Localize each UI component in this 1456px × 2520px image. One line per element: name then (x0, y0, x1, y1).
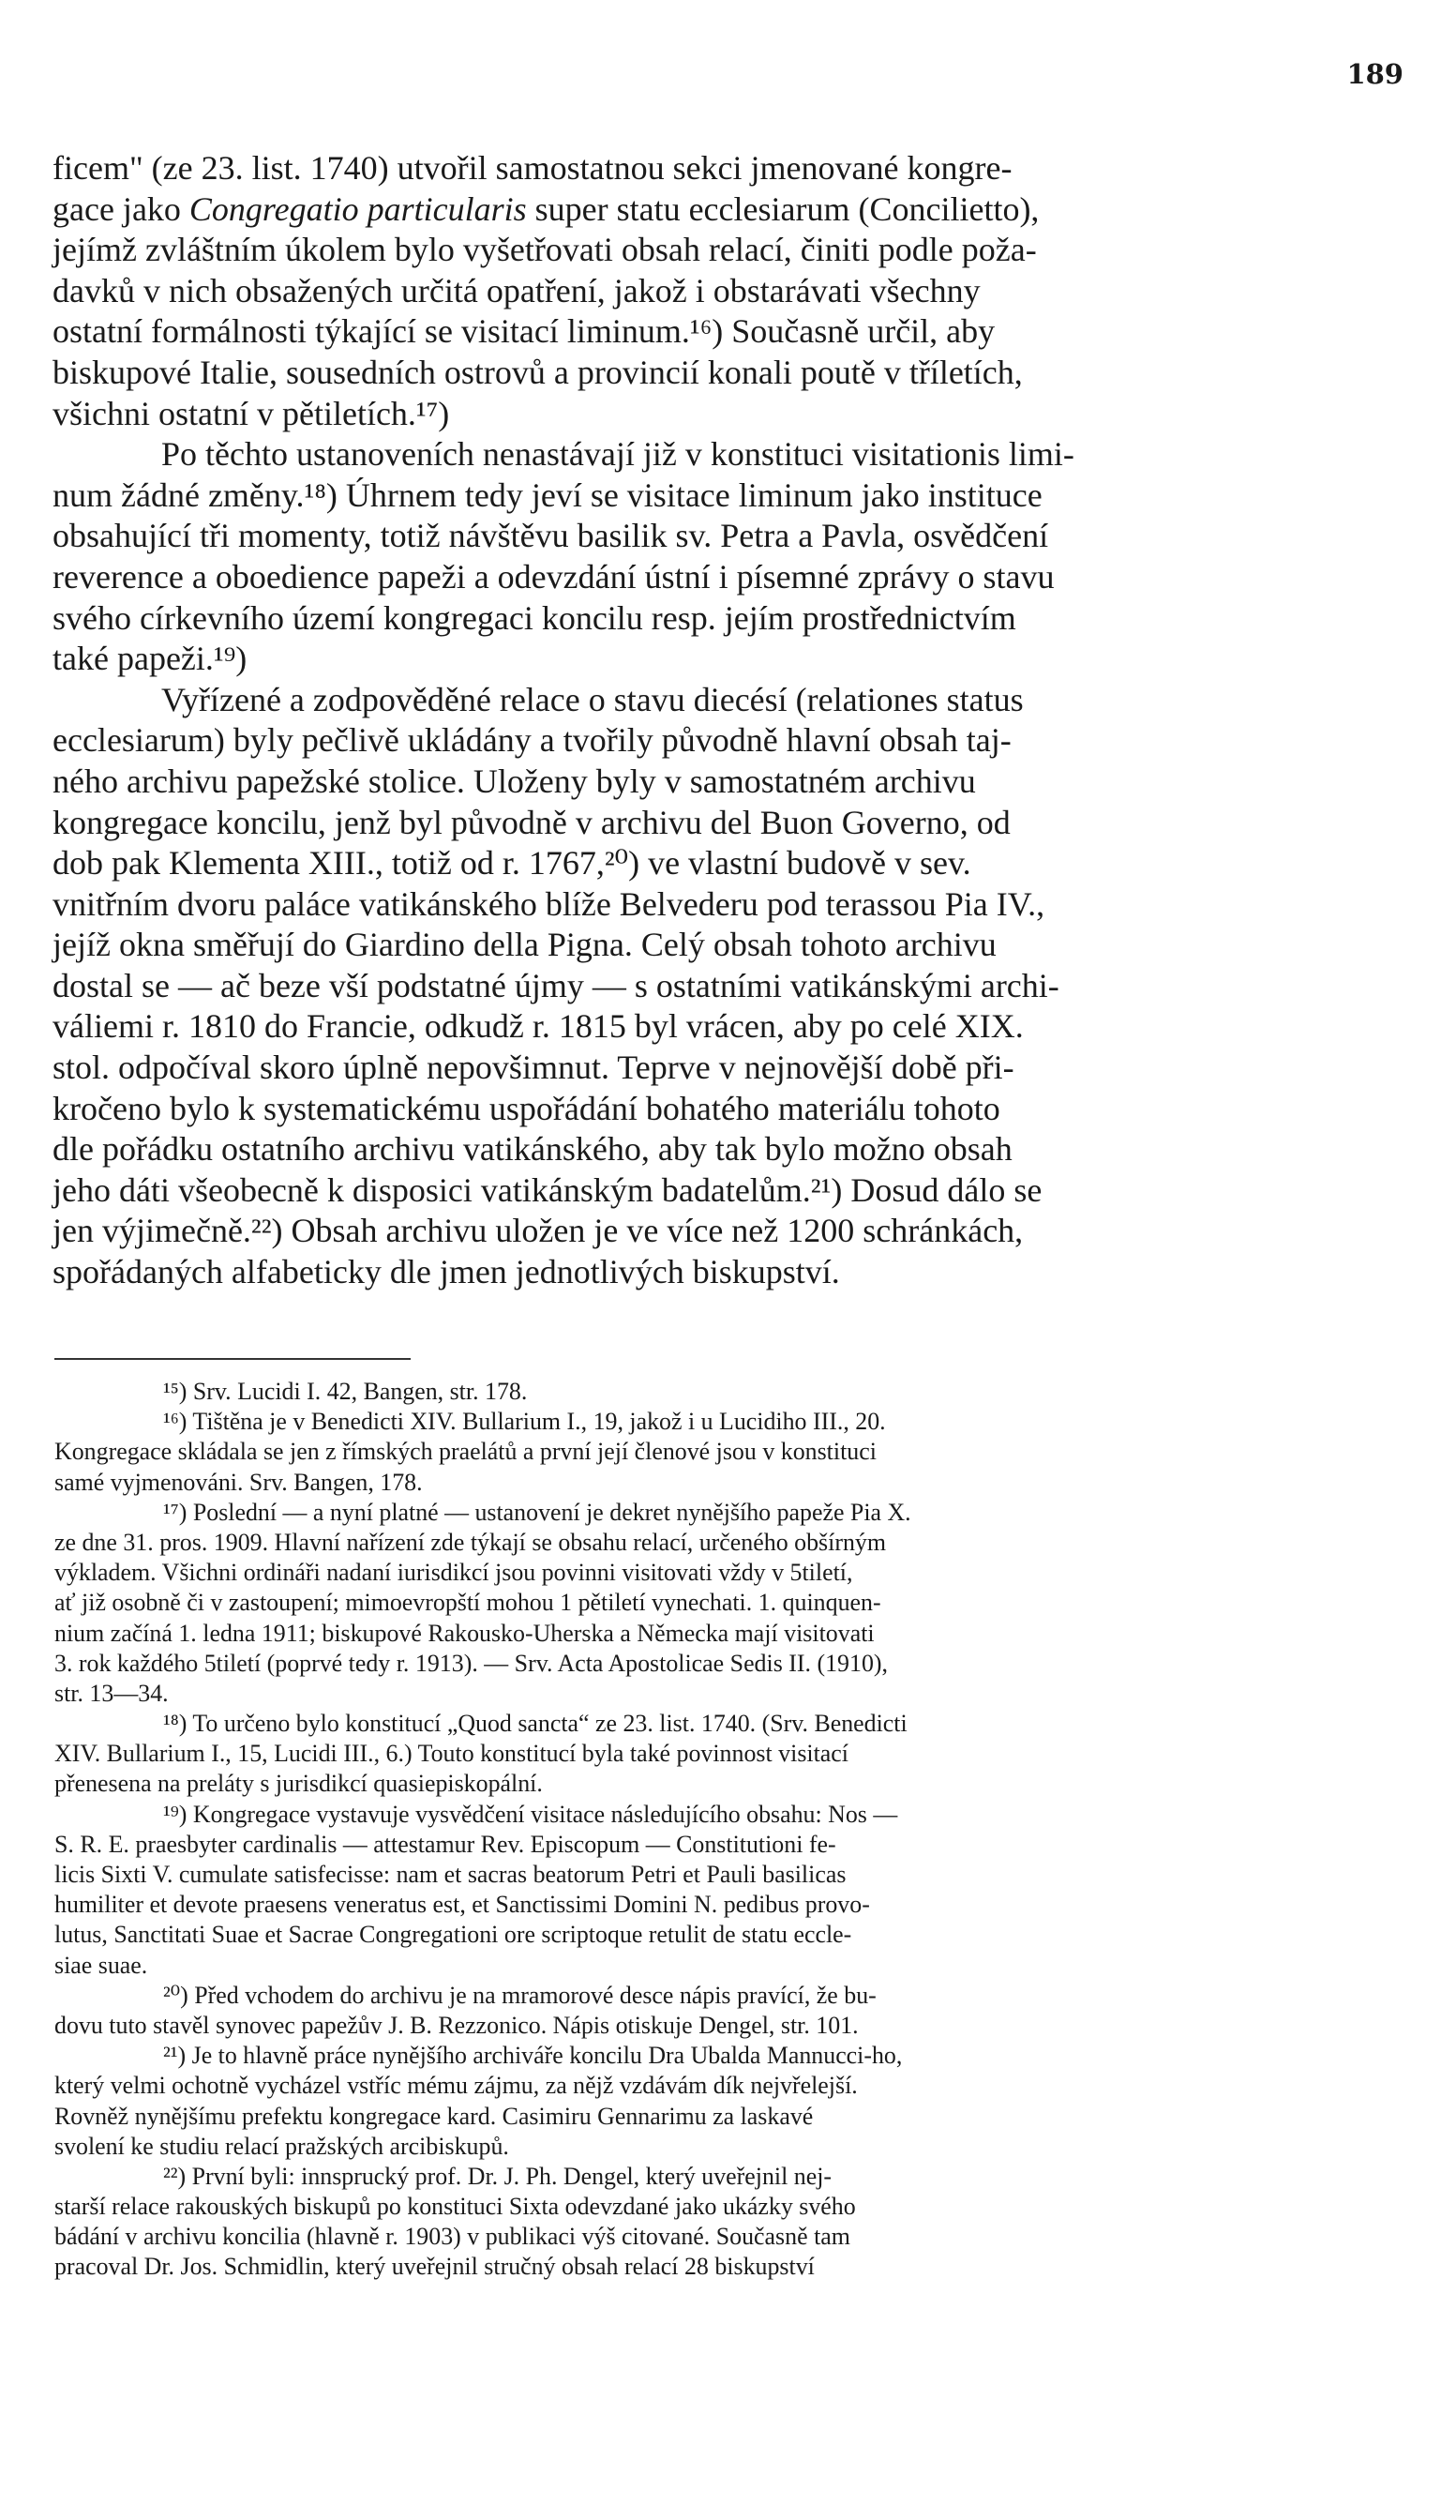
footnote-line: výkladem. Všichni ordináři nadaní iurisdikcí jsou povinni visitovati vždy v 5tiletí, (54, 1559, 853, 1587)
text-line: všichni ostatní v pětiletích.¹⁷) (53, 394, 450, 432)
text-line: Po těchto ustanoveních nenastávají již v konstituci visitationis limi- (161, 435, 1074, 474)
text-line: jejímž zvláštním úkolem bylo vyšetřovati obsah relací, činiti podle poža- (53, 231, 1037, 269)
footnote-line: ¹⁶) Tištěna je v Benedicti XIV. Bullarium I., 19, jakož i u Lucidiho III., 20. (163, 1408, 886, 1436)
footnote-line: ze dne 31. pros. 1909. Hlavní nařízení zde týkají se obsahu relací, určeného obšírným (54, 1528, 887, 1556)
footnote-line: dovu tuto stavěl synovec papežův J. B. Rezzonico. Nápis otiskuje Dengel, str. 101. (54, 2011, 859, 2039)
footnote-line: svolení ke studiu relací pražských arcibiskupů. (54, 2132, 509, 2160)
text-line: ecclesiarum) byly pečlivě ukládány a tvořily původně hlavní obsah taj- (53, 721, 1012, 760)
text-line: Vyřízené a zodpověděné relace o stavu diecésí (relationes status (161, 680, 1024, 718)
footnote-line: ¹⁷) Poslední — a nyní platné — ustanovení je dekret nynějšího papeže Pia X. (163, 1498, 911, 1526)
footnote-line: S. R. E. praesbyter cardinalis — attestamur Rev. Episcopum — Constitutioni fe- (54, 1830, 836, 1858)
footnote-line: pracoval Dr. Jos. Schmidlin, který uveřejnil stručný obsah relací 28 biskupství (54, 2253, 815, 2281)
footnote-line: humiliter et devote praesens veneratus est, et Sanctissimi Domini N. pedibus provo- (54, 1891, 870, 1919)
footnote-line: ¹⁵) Srv. Lucidi I. 42, Bangen, str. 178. (163, 1378, 528, 1405)
text-span: gace jako (53, 189, 189, 228)
footnote-line: siae suae. (54, 1951, 148, 1979)
text-line: spořádaných alfabeticky dle jmen jednotlivých biskupství. (53, 1253, 840, 1291)
footnote-divider (54, 1358, 411, 1360)
text-line (53, 189, 1412, 231)
footnote-line: ať již osobně či v zastoupení; mimoevropští mohou 1 pětiletí vynechati. 1. quinquen- (54, 1589, 881, 1617)
text-line: váliemi r. 1810 do Francie, odkudž r. 1815 byl vrácen, aby po celé XIX. (53, 1007, 1024, 1046)
text-line: ného archivu papežské stolice. Uloženy byly v samostatném archivu (53, 762, 976, 800)
footnote-line: který velmi ochotně vycházel vstříc mému zájmu, za nějž vzdávám dík nejvřelejší. (54, 2072, 858, 2100)
footnote-line: samé vyjmenováni. Srv. Bangen, 178. (54, 1468, 423, 1496)
text-line: jeho dáti všeobecně k disposici vatikánským badatelům.²¹) Dosud dálo se (53, 1170, 1043, 1209)
footnote-line: licis Sixti V. cumulate satisfecisse: nam et sacras beatorum Petri et Pauli basilicas (54, 1861, 847, 1888)
footnote-line: 3. rok každého 5tiletí (poprvé tedy r. 1913). — Srv. Acta Apostolicae Sedis II. (1910), (54, 1649, 889, 1677)
text-line: vnitřním dvoru paláce vatikánského blíže Belvederu pod terassou Pia IV., (53, 884, 1045, 923)
text-line: reverence a oboedience papeži a odevzdání ústní i písemné zprávy o stavu (53, 557, 1055, 596)
footnotes (54, 1377, 1414, 2283)
text-line: jejíž okna směřují do Giardino della Pigna. Celý obsah tohoto archivu (53, 926, 997, 964)
footnote-line: nium začíná 1. ledna 1911; biskupové Rakousko-Uherska a Německa mají visitovati (54, 1619, 875, 1647)
footnote-line: Kongregace skládala se jen z římských praelátů a první její členové jsou v konstituci (54, 1438, 877, 1466)
text-line: stol. odpočíval skoro úplně nepovšimnut. Teprve v nejnovější době při- (53, 1049, 1014, 1087)
text-line: ficem" (ze 23. list. 1740) utvořil samostatnou sekci jmenované kongre- (53, 149, 1013, 187)
text-line: num žádné změny.¹⁸) Úhrnem tedy jeví se visitace liminum jako instituce (53, 475, 1043, 514)
text-line: také papeži.¹⁹) (53, 640, 248, 678)
text-line: kongregace koncilu, jenž byl původně v archivu del Buon Governo, od (53, 803, 1011, 841)
footnote-line: ¹⁹) Kongregace vystavuje vysvědčení visitace následujícího obsahu: Nos — (163, 1800, 898, 1828)
text-line: obsahující tři momenty, totiž návštěvu basilik sv. Petra a Pavla, osvědčení (53, 517, 1049, 555)
text-line: dob pak Klementa XIII., totiž od r. 1767,²⁰) ve vlastní budově v sev. (53, 844, 971, 883)
text-line: biskupové Italie, sousedních ostrovů a provincií konali poutě v tříletích, (53, 353, 1023, 391)
footnote-line: str. 13—34. (54, 1679, 169, 1707)
text-line: jen výjimečně.²²) Obsah archivu uložen je ve více než 1200 schránkách, (53, 1212, 1024, 1250)
text-line: kročeno bylo k systematickému uspořádání bohatého materiálu tohoto (53, 1089, 1000, 1127)
footnote-line: bádání v archivu koncilia (hlavně r. 1903) v publikaci výš citované. Současně tam (54, 2223, 850, 2251)
footnote-line: lutus, Sanctitati Suae et Sacrae Congregationi ore scriptoque retulit de statu eccle- (54, 1921, 852, 1949)
footnote-line: ¹⁸) To určeno bylo konstitucí „Quod sancta“ ze 23. list. 1740. (Srv. Benedicti (163, 1710, 908, 1738)
footnote-line: Rovněž nynějšímu prefektu kongregace kard. Casimiru Gennarimu za laskavé (54, 2102, 814, 2130)
text-span: super statu ecclesiarum (Concilietto), (526, 189, 1040, 228)
footnote-line: XIV. Bullarium I., 15, Lucidi III., 6.) Touto konstitucí byla také povinnost visitací (54, 1740, 848, 1768)
footnote-line: ²²) První byli: innsprucký prof. Dr. J. Ph. Dengel, který uveřejnil nej- (163, 2162, 833, 2190)
footnote-line: starší relace rakouských biskupů po konstituci Sixta odevzdané jako ukázky svého (54, 2193, 856, 2221)
text-line: dle pořádku ostatního archivu vatikánského, aby tak bylo možno obsah (53, 1130, 1013, 1169)
footnote-line: přenesena na preláty s jurisdikcí quasiepiskopální. (54, 1770, 543, 1798)
italic-term: Congregatio particularis (188, 189, 527, 228)
text-line: dostal se — ač beze vší podstatné újmy — s ostatními vatikánskými archi- (53, 966, 1059, 1004)
text-line: svého církevního území kongregaci koncilu resp. jejím prostřednictvím (53, 598, 1016, 637)
footnote-line: ²⁰) Před vchodem do archivu je na mramorové desce nápis pravící, že bu- (163, 1981, 877, 2009)
page-number: 189 (1346, 58, 1403, 90)
footnote-line: ²¹) Je to hlavně práce nynějšího archiváře koncilu Dra Ubalda Mannucci-ho, (163, 2042, 903, 2070)
main-text (53, 148, 1412, 1293)
text-line: ostatní formálnosti týkající se visitací liminum.¹⁶) Současně určil, aby (53, 312, 996, 351)
text-line: davků v nich obsažených určitá opatření, jakož i obstarávati všechny (53, 271, 981, 309)
